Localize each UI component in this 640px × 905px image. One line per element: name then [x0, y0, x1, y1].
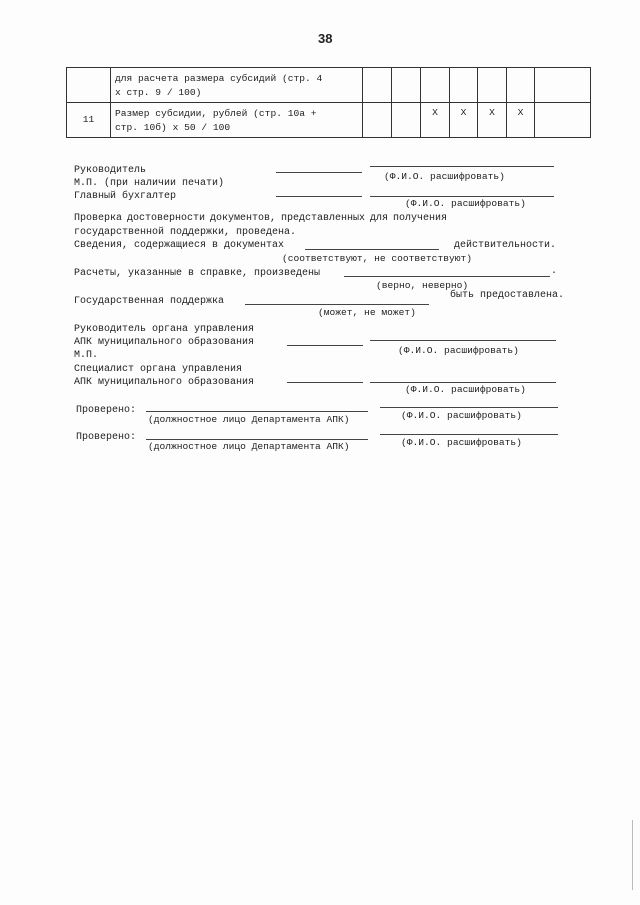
checked-label: Проверено:	[76, 405, 137, 416]
head-official-label: Руководитель органа управления	[74, 324, 255, 335]
page-number: 38	[318, 31, 333, 46]
table-cell	[507, 68, 535, 103]
fio-caption: (Ф.И.О. расшифровать)	[384, 171, 505, 182]
row-number: 11	[67, 103, 111, 138]
scan-edge-mark	[632, 820, 633, 890]
provide-label: быть предоставлена.	[450, 290, 565, 301]
fill-line	[344, 276, 550, 277]
specialist-label: Специалист органа управления	[74, 364, 243, 375]
stamp-label: М.П. (при наличии печати)	[74, 178, 225, 189]
verification-text: государственной поддержки, проведена.	[74, 227, 297, 238]
correct-caption: (верно, неверно)	[376, 280, 469, 291]
row-description	[111, 68, 363, 103]
calc-label: Расчеты, указанные в справке, произведены	[74, 268, 321, 279]
signature-line	[287, 345, 363, 346]
table-cell: X	[507, 103, 535, 138]
table-cell: X	[421, 103, 450, 138]
table-cell	[535, 103, 591, 138]
table-row	[67, 103, 591, 138]
table-row	[67, 68, 591, 103]
fio-caption: (Ф.И.О. расшифровать)	[405, 198, 526, 209]
table-cell	[363, 68, 392, 103]
row-description-line: Размер субсидии, рублей (стр. 10а +	[115, 108, 317, 119]
signature-line	[287, 382, 363, 383]
table-cell	[421, 68, 450, 103]
table-cell	[363, 103, 392, 138]
head-label: Руководитель	[74, 165, 147, 176]
fill-line	[305, 249, 439, 250]
table-cell	[535, 68, 591, 103]
row-description-line: x стр. 9 / 100)	[115, 87, 202, 98]
subsidy-table	[66, 67, 591, 138]
support-label: Государственная поддержка	[74, 296, 225, 307]
row-number	[67, 68, 111, 103]
verification-text: Проверка достоверности документов, представленных для получения	[74, 213, 448, 224]
table-cell	[392, 103, 421, 138]
info-label: Сведения, содержащиеся в документах	[74, 240, 285, 251]
reality-label: действительности.	[454, 240, 557, 251]
table-cell	[478, 68, 507, 103]
row-description-line: стр. 10б) x 50 / 100	[115, 122, 231, 133]
signature-line	[276, 196, 362, 197]
position-line	[146, 411, 368, 412]
accountant-label: Главный бухгалтер	[74, 191, 177, 202]
table-cell	[450, 68, 478, 103]
head-official-label: АПК муниципального образования	[74, 337, 255, 348]
fio-line	[380, 434, 558, 435]
fio-line	[370, 340, 556, 341]
position-caption: (должностное лицо Департамента АПК)	[148, 414, 350, 425]
row-description	[111, 103, 363, 138]
calc-end: .	[551, 266, 558, 277]
row-description-line: для расчета размера субсидий (стр. 4	[115, 73, 323, 84]
fio-caption: (Ф.И.О. расшифровать)	[398, 345, 519, 356]
fio-line	[370, 166, 554, 167]
checked-label: Проверено:	[76, 432, 137, 443]
stamp-label: М.П.	[74, 350, 99, 361]
table-cell: X	[450, 103, 478, 138]
fio-line	[370, 196, 554, 197]
conformity-caption: (соответствуют, не соответствуют)	[282, 253, 472, 264]
table-cell: X	[478, 103, 507, 138]
position-line	[146, 439, 368, 440]
fio-line	[370, 382, 556, 383]
fio-caption: (Ф.И.О. расшифровать)	[401, 437, 522, 448]
fio-caption: (Ф.И.О. расшифровать)	[405, 384, 526, 395]
fill-line	[245, 304, 429, 305]
fio-caption: (Ф.И.О. расшифровать)	[401, 410, 522, 421]
table-cell	[392, 68, 421, 103]
specialist-label: АПК муниципального образования	[74, 377, 255, 388]
fio-line	[380, 407, 558, 408]
signature-line	[276, 172, 362, 173]
position-caption: (должностное лицо Департамента АПК)	[148, 441, 350, 452]
may-caption: (может, не может)	[318, 307, 416, 318]
